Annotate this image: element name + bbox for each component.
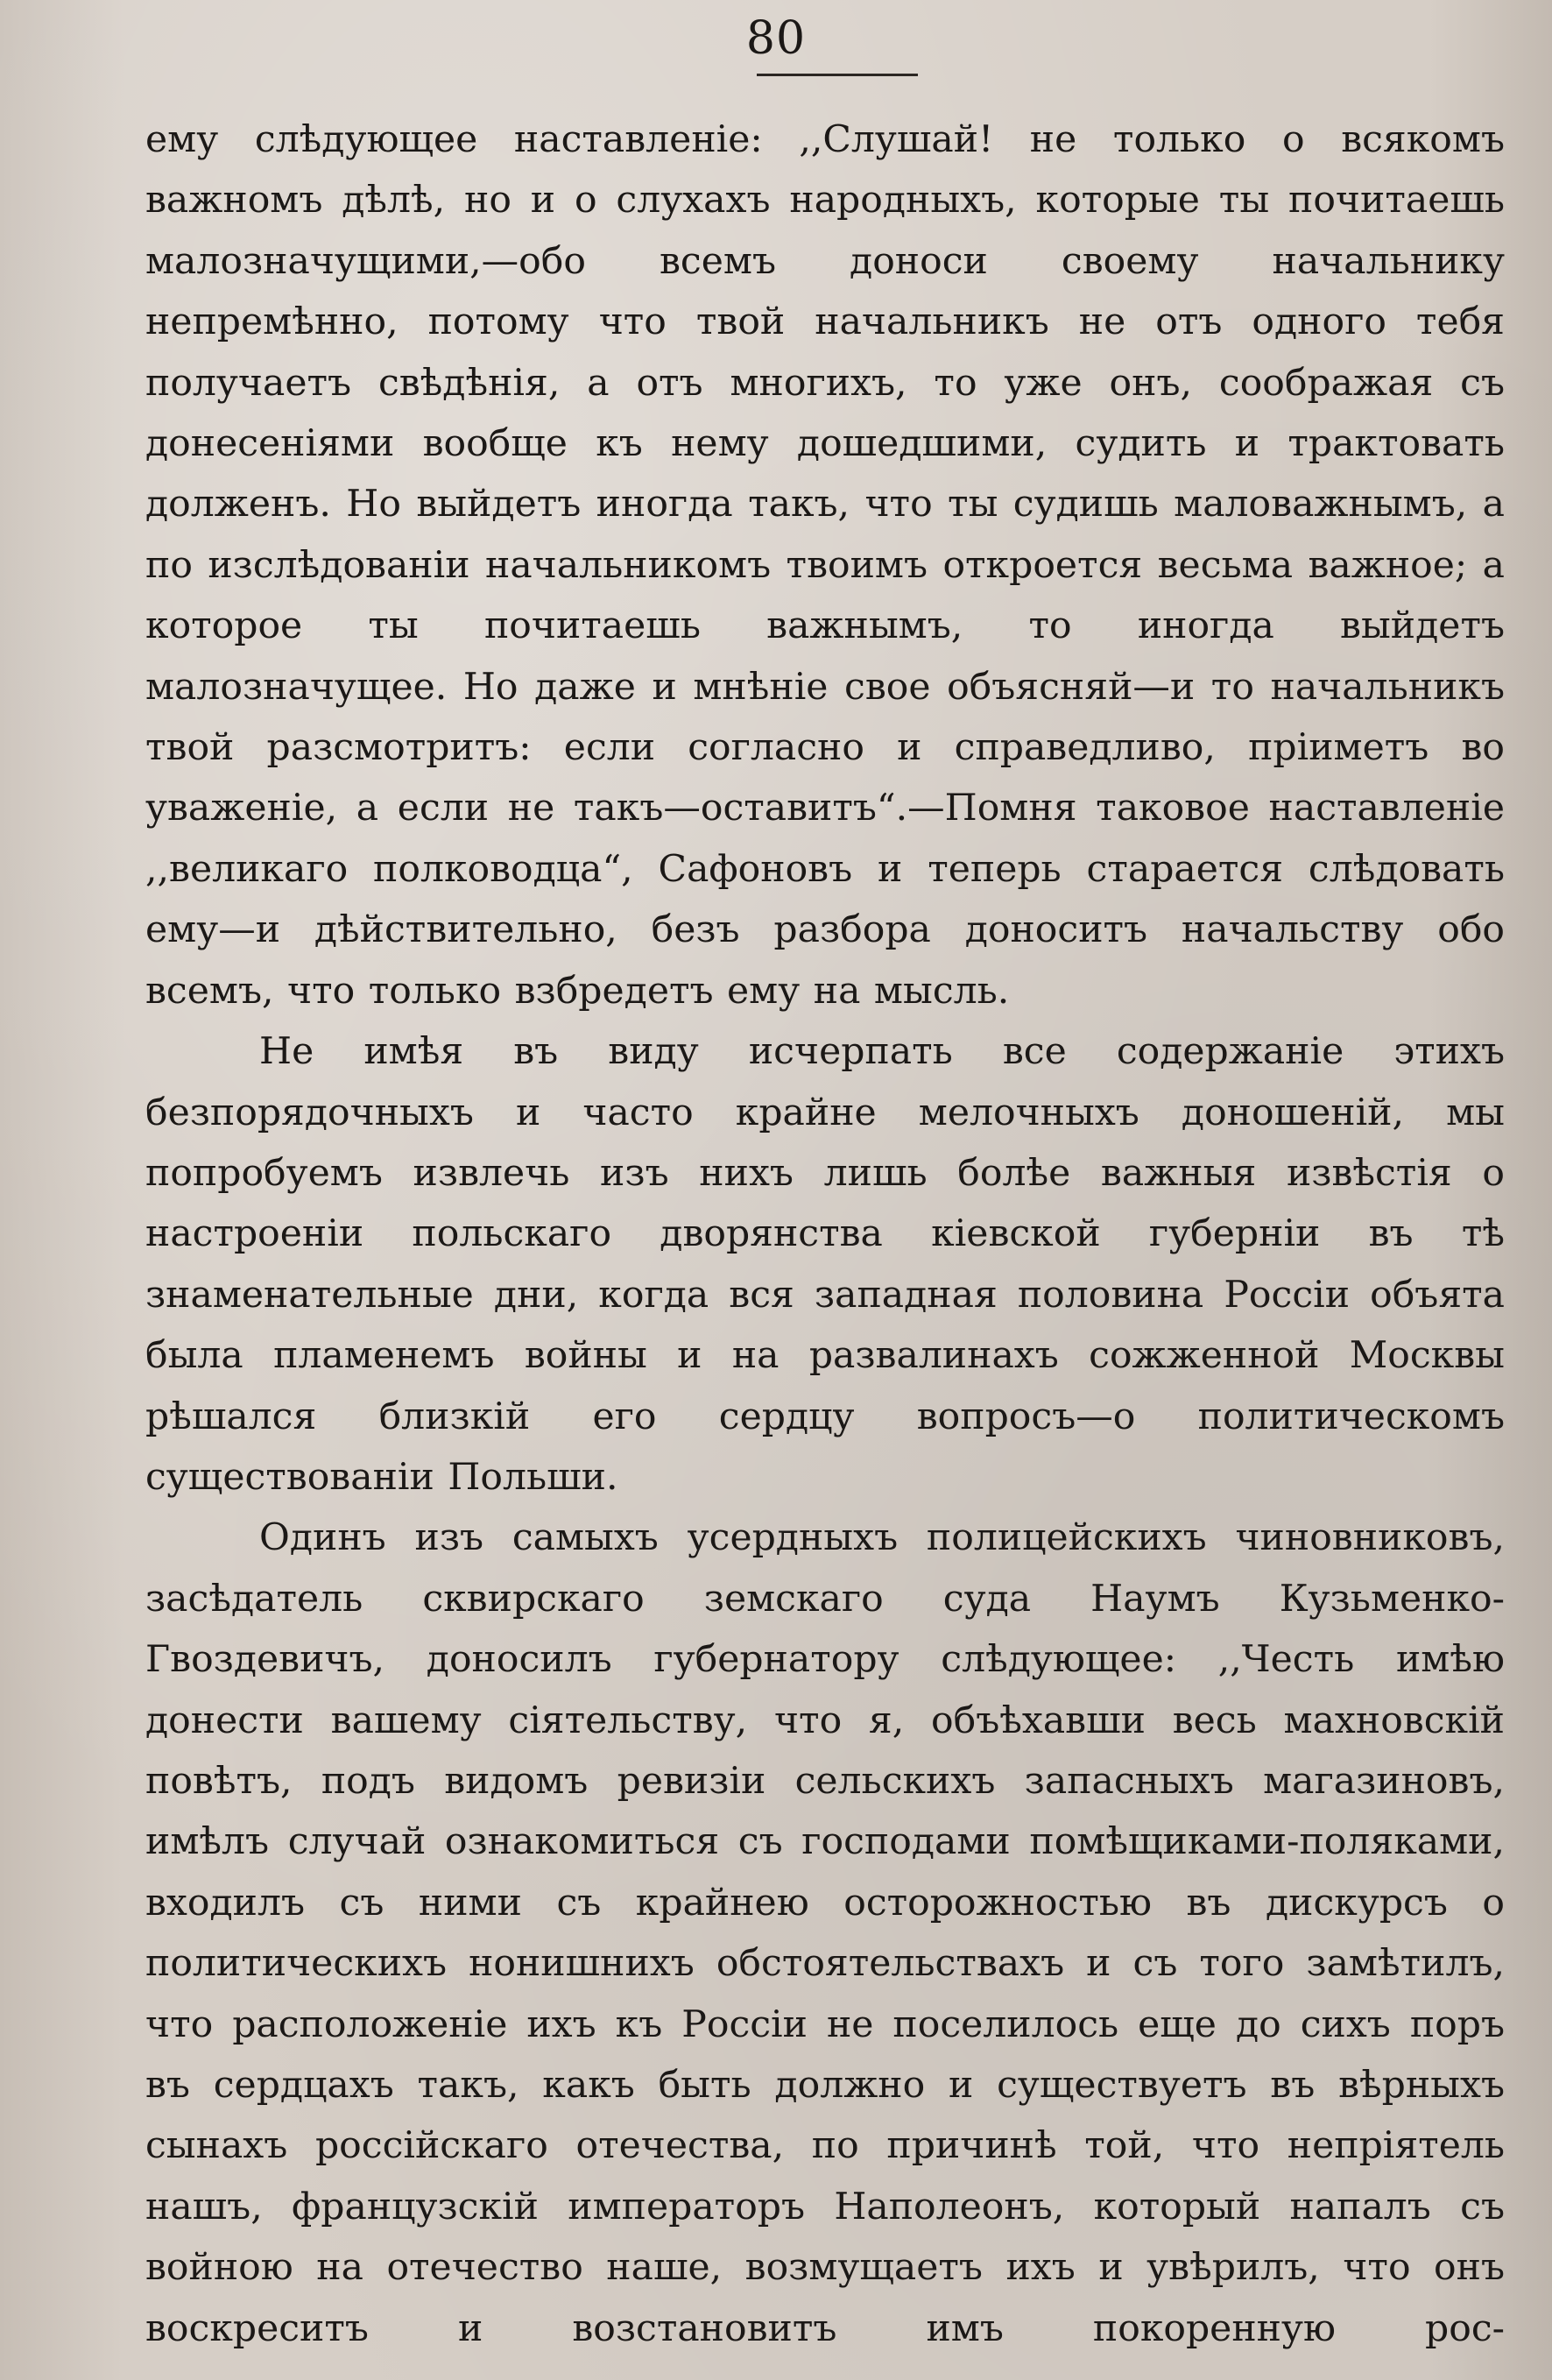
paragraph-continued: ему слѣдующее наставленіе: ,,Слушай! не только о всякомъ важномъ дѣлѣ, но и о слухахъ народныхъ, которые ты почитаешь малозначущими,—обо всемъ доноси своему начальнику непремѣнно, потому что твой начальникъ не отъ одного тебя получаетъ свѣдѣнія, а отъ многихъ, то уже онъ, соображая съ донесеніями вообще къ нему дошедшими, судить и трактовать долженъ. Но выйдетъ иногда такъ, что ты судишь маловажнымъ, а по изслѣдованіи начальникомъ твоимъ откроется весьма важное; а которое ты почитаешь важнымъ, то иногда выйдетъ малозначущее. Но даже и мнѣніе свое объясняй—и то начальникъ твой разсмотритъ: если согласно и справедливо, пріиметъ во уваженіе, а если не такъ—оставитъ“.—Помня таковое наставленіе ,,великаго полководца“, Сафоновъ и теперь старается слѣдовать ему—и дѣйствительно, безъ разбора доноситъ начальству обо всемъ, что только взбредетъ ему на мысль. — [145, 118, 1505, 1013]
page-number: 80 — [745, 12, 807, 65]
page-text — [145, 109, 1505, 2359]
paragraph: Одинъ изъ самыхъ усердныхъ полицейскихъ чиновниковъ, засѣдатель сквирскаго земскаго суда Наумъ Кузьменко-Гвоздевичъ, доносилъ губернатору слѣдующее: ,,Честь имѣю донести вашему сіятельству, что я, объѣхавши весь махновскій повѣтъ, подъ видомъ ревизіи сельскихъ запасныхъ магазиновъ, имѣлъ случай ознакомиться съ господами помѣщиками-поляками, входилъ съ ними съ крайнею осторожностью въ дискурсъ о политическихъ нонишнихъ обстоятельствахъ и съ того замѣтилъ, что расположеніе ихъ къ Россіи не поселилось еще до сихъ поръ въ сердцахъ такъ, какъ быть должно и существуетъ въ вѣрныхъ сынахъ россійскаго отечества, по причинѣ той, что непріятель нашъ, французскій императоръ Наполеонъ, который напалъ съ войною на отечество наше, возмущаетъ ихъ и увѣрилъ, что онъ воскреситъ и возстановитъ имъ покоренную рос- — [145, 1516, 1505, 2350]
paragraph: Не имѣя въ виду исчерпать все содержаніе этихъ безпорядочныхъ и часто крайне мелочныхъ доношеній, мы попробуемъ извлечь изъ нихъ лишь болѣе важныя извѣстія о настроеніи польскаго дворянства кіевской губерніи въ тѣ знаменательные дни, когда вся западная половина Россіи объята была пламенемъ войны и на развалинахъ сожженной Москвы рѣшался близкій его сердцу вопросъ—о политическомъ существованіи Польши. — [145, 1030, 1505, 1499]
page-number-rule — [757, 74, 918, 76]
